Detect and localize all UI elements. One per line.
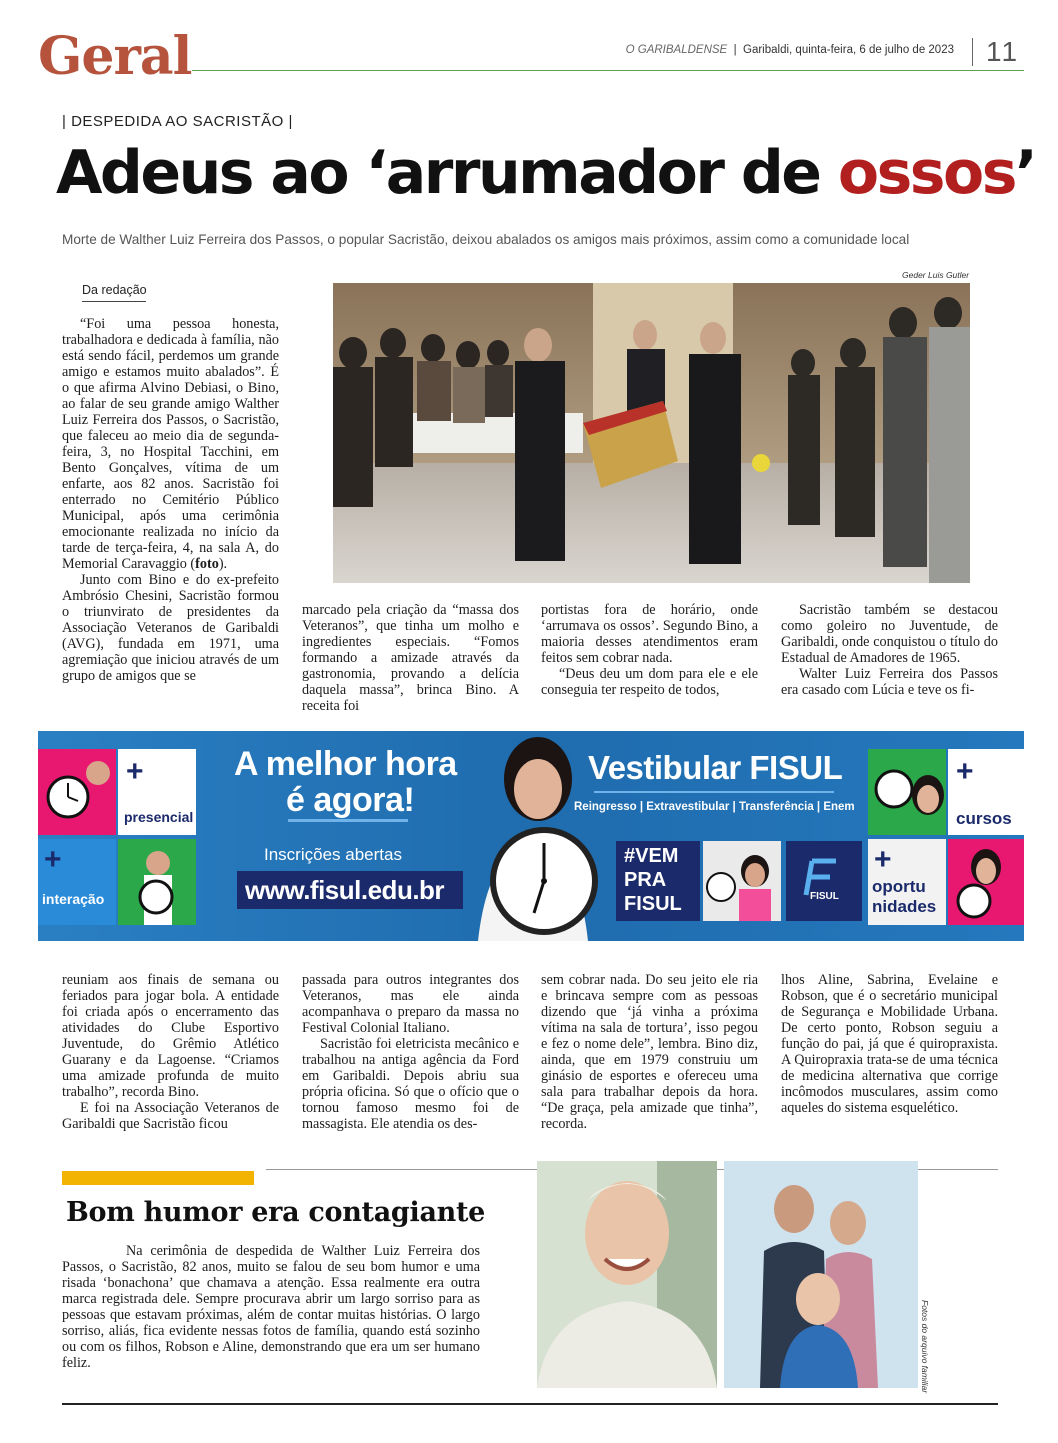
ad-photo-tile — [38, 749, 116, 835]
portrait-photo — [537, 1161, 717, 1388]
oportunidades-label-2: nidades — [872, 897, 937, 916]
paragraph: Junto com Bino e do ex-prefeito Ambrósio Chesini, Sacristão formou o triunvirato de presidentes da Associação Veteranos de Garibaldi (AVG), fundada em 1971, uma agremiação que iniciou através de um grupo de amigos que se — [62, 572, 279, 684]
column-3-top — [541, 602, 758, 698]
headline-text: Adeus ao ‘arrumador de — [56, 138, 838, 208]
logo-text: FISUL — [810, 891, 839, 902]
column-2-top — [302, 602, 519, 714]
hashtag-line-3: FISUL — [624, 893, 682, 915]
oportunidades-label-1: oportu — [872, 877, 926, 896]
woman-clock-icon — [868, 749, 946, 835]
publication-name: O GARIBALDENSE — [625, 44, 728, 56]
ad-url[interactable]: www.fisul.edu.br — [245, 875, 445, 905]
fisul-ad-banner[interactable] — [38, 731, 1024, 941]
ad-photo-tile — [868, 749, 946, 835]
funeral-photo-illustration — [333, 283, 970, 583]
plus-icon: + — [874, 843, 892, 876]
woman-clock-icon — [703, 841, 781, 921]
section-title: Geral — [38, 26, 192, 87]
woman-clock-icon — [948, 839, 1024, 925]
plus-icon: + — [44, 843, 62, 876]
headline-highlight: ossos — [837, 138, 1015, 208]
cursos-tile — [948, 749, 1024, 835]
column-4-top — [781, 602, 998, 698]
sidebar-body — [62, 1243, 480, 1371]
ad-divider — [288, 819, 408, 822]
interacao-label: interação — [42, 891, 105, 907]
photo-credit: Geder Luis Gutler — [902, 270, 970, 280]
paragraph — [62, 316, 279, 572]
column-1-bottom — [62, 972, 279, 1132]
column-2-bottom — [302, 972, 519, 1132]
paragraph: marcado pela criação da “massa dos Veteranos”, que tinha um molho e ingredientes especiais. “Fomos formando a amizade através da gastronomia, provando a delícia daquela massa”, brinca Bino. A receita foi — [302, 602, 519, 714]
fisul-logo — [786, 841, 862, 921]
fisul-logo-icon — [786, 841, 862, 921]
paragraph: E foi na Associação Veteranos de Garibaldi que Sacristão ficou — [62, 1100, 279, 1132]
woman-clock-icon — [118, 839, 196, 925]
byline-rule — [82, 301, 146, 302]
paragraph-text: ). — [218, 556, 228, 572]
smiling-man-illustration — [537, 1161, 717, 1388]
photo-credit-vertical: Fotos do arquivo familiar — [920, 1300, 930, 1394]
paragraph: “Deus deu um dom para ele e ele conseguia ter respeito de todos, — [541, 666, 758, 698]
hashtag-line-2: PRA — [624, 869, 667, 891]
headline — [56, 138, 1035, 208]
vestibular-title: Vestibular FISUL — [588, 749, 843, 786]
page-number-divider — [972, 38, 973, 66]
oportunidades-tile — [868, 839, 946, 925]
sidebar-title: Bom humor era contagiante — [66, 1197, 486, 1228]
interacao-tile — [38, 839, 116, 925]
plus-icon: + — [956, 755, 974, 788]
plus-icon: + — [126, 755, 144, 788]
woman-clock-icon — [38, 749, 116, 835]
ad-photo-tile — [703, 841, 781, 921]
paragraph: Na cerimônia de despedida de Walther Luiz Ferreira dos Passos, o Sacristão, 82 anos, muito se falou de seu bom humor e uma risada ‘bonachona’ que chamava a atenção. Essa realmente era outra marca registrada dele. Sempre procurava abrir um largo sorriso para as pessoas que estavam próximas, além de contar muitas histórias. O largo sorriso, aliás, fica evidente nessas fotos de família, quando está sozinho ou com os filhos, Robson e Aline, demonstrando que era um ser humano feliz. — [62, 1243, 480, 1371]
cursos-label: cursos — [956, 809, 1012, 828]
paragraph: sem cobrar nada. Do seu jeito ele ria e brincava sempre com as pessoas dizendo que ‘já vinha a próxima vítima na sala de tortura’, isso pegou e fez o nome dele”, lembra. Bino diz, ainda, que em 1979 construiu um ginásio de esportes e ofereceu uma sala para trabalhar depois da hora. “De graça, pela amizade que tinha”, recorda. — [541, 972, 758, 1132]
paragraph: Walter Luiz Ferreira dos Passos era casado com Lúcia e teve os fi- — [781, 666, 998, 698]
paragraph: passada para outros integrantes dos Veteranos, mas ele ainda acompanhava o preparo da massa no Festival Colonial Italiano. — [302, 972, 519, 1036]
photo-reference: foto — [195, 556, 219, 572]
ad-photo-tile — [118, 839, 196, 925]
paragraph: lhos Aline, Sabrina, Evelaine e Robson, que é o secretário municipal de Segurança e Mobilidade Urbana. De certo ponto, Robson seguiu a função do pai, já que é quiropraxista. A Quiropraxia trata-se de uma técnica de medicina alternativa que corrige incômodos musculares, assim como aqueles do sistema esquelético. — [781, 972, 998, 1116]
sidebar-accent-bar — [62, 1171, 254, 1185]
paragraph: portistas fora de horário, onde ‘arrumava os ossos’. Segundo Bino, a maioria desses atendimentos eram feitos sem cobrar nada. — [541, 602, 758, 666]
byline: Da redação — [82, 283, 147, 297]
paragraph: Sacristão foi eletricista mecânico e trabalhou na antiga agência da Ford em Garibaldi. Depois abriu sua própria oficina. Só que o ofício que o tornou famoso mesmo foi de massagista. Ele atendia os des- — [302, 1036, 519, 1132]
funeral-photo — [333, 283, 970, 583]
page-bottom-rule — [62, 1403, 998, 1405]
header-info — [626, 44, 954, 56]
column-1-top — [62, 316, 279, 684]
modalidades: Reingresso | Extravestibular | Transferência | Enem — [574, 801, 855, 813]
url-box[interactable] — [237, 871, 463, 909]
dateline: Garibaldi, quinta-feira, 6 de julho de 2023 — [743, 44, 954, 56]
header-rule — [192, 70, 1024, 71]
subheadline: Morte de Walther Luiz Ferreira dos Passos, o popular Sacristão, deixou abalados os amigos mais próximos, assim como a comunidade local — [62, 232, 910, 247]
ad-divider — [594, 791, 834, 793]
inscricoes-label: Inscrições abertas — [264, 845, 402, 864]
ad-headline-1: A melhor hora — [234, 745, 457, 783]
family-photo — [724, 1161, 918, 1388]
headline-end: ’ — [1014, 138, 1036, 208]
column-3-bottom — [541, 972, 758, 1132]
ad-photo-tile — [948, 839, 1024, 925]
paragraph: Sacristão também se destacou como goleiro no Juventude, de Garibaldi, onde conquistou o título do Estadual de Amadores de 1965. — [781, 602, 998, 666]
presencial-label: presencial — [124, 809, 194, 825]
paragraph: reuniam aos finais de semana ou feriados para jogar bola. A entidade foi criada após o encerramento das atividades do Clube Esportivo Juventude, do Grêmio Atlético Guarany e da Lagoense. “Criamos uma amizade profunda de muito trabalho”, recorda Bino. — [62, 972, 279, 1100]
hashtag-line-1: #VEM — [624, 845, 679, 867]
header-divider: | — [730, 44, 744, 56]
family-illustration — [724, 1161, 918, 1388]
sidebar-photo-credit — [918, 1300, 934, 1394]
ad-headline-2: é agora! — [286, 781, 415, 819]
page-number: 11 — [986, 36, 1020, 67]
hashtag-box — [616, 841, 700, 921]
paragraph-text: “Foi uma pessoa honesta, trabalhadora e dedicada à família, não está sendo fácil, perdemos um grande amigo e estamos muito abalados”. É o que afirma Alvino Debiasi, o Bino, ao falar de seu grande amigo Walther Luiz Ferreira dos Passos, o Sacristão, que faleceu ao meio dia de segunda-feira, 3, no Hospital Tacchini, em Bento Gonçalves, vítima de um enfarte, aos 82 anos. Sacristão foi enterrado no Cemitério Público Municipal, após uma cerimônia emocionante realizada no início da tarde de terça-feira, 4, na sala A, do Memorial Caravaggio ( — [62, 316, 279, 572]
presencial-tile — [118, 749, 196, 835]
kicker: | DESPEDIDA AO SACRISTÃO | — [62, 113, 293, 130]
column-4-bottom — [781, 972, 998, 1116]
